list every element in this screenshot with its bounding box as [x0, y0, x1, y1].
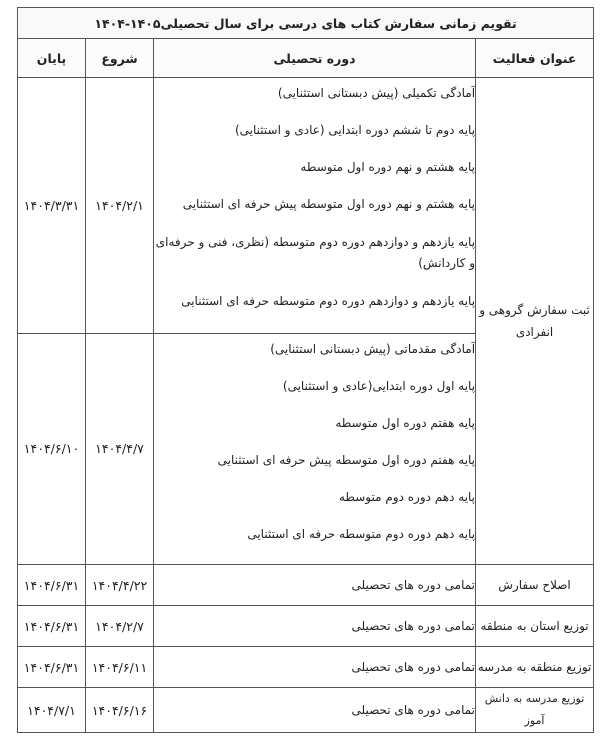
grade-item: پایه هفتم دوره اول متوسطه: [335, 415, 476, 430]
grade-item: پایه یازدهم و دوازدهم دوره دوم متوسطه حرفه ای استثنایی: [181, 294, 476, 308]
activity-label: توزیع مدرسه به دانش آموز: [476, 688, 594, 733]
grade-list-2: [154, 333, 476, 564]
schedule-sheet: [17, 7, 593, 747]
grade-item: پایه یازدهم و دوازدهم دوره دوم متوسطه (نظری، فنی و حرفه‌ای و کاردانش): [155, 235, 476, 270]
start-date: ۱۴۰۴/۶/۱۱: [86, 647, 154, 688]
start-date: ۱۴۰۴/۲/۱: [86, 78, 154, 334]
grade-item: پایه دهم دوره دوم متوسطه حرفه ای استثنایی: [247, 526, 476, 541]
grade-item: پایه دهم دوره دوم متوسطه: [338, 489, 476, 504]
start-date: ۱۴۰۴/۴/۷: [86, 333, 154, 564]
schedule-table: [17, 7, 594, 733]
activity-label: توزیع منطقه به مدرسه: [476, 647, 594, 688]
table-row: [18, 688, 594, 733]
start-date: ۱۴۰۴/۴/۲۲: [86, 565, 154, 606]
header-grade: دوره تحصیلی: [154, 39, 476, 78]
grade-label: تمامی دوره های تحصیلی: [154, 606, 476, 647]
grade-list-1: [154, 78, 476, 334]
table-row: [18, 606, 594, 647]
end-date: ۱۴۰۴/۶/۱۰: [18, 333, 86, 564]
end-date: ۱۴۰۴/۶/۳۱: [18, 606, 86, 647]
table-row: [18, 78, 594, 334]
table-row: [18, 647, 594, 688]
start-date: ۱۴۰۴/۶/۱۶: [86, 688, 154, 733]
end-date: ۱۴۰۴/۷/۱: [18, 688, 86, 733]
grade-label: تمامی دوره های تحصیلی: [154, 688, 476, 733]
grade-item: پایه دوم تا ششم دوره ابتدایی (عادی و استثنایی): [234, 123, 476, 137]
grade-item: پایه هشتم و نهم دوره اول متوسطه: [300, 160, 476, 174]
activity-label: اصلاح سفارش: [476, 565, 594, 606]
activity-label: توزیع استان به منطقه: [476, 606, 594, 647]
grade-item: آمادگی مقدماتی (پیش دبستانی استثنایی): [270, 341, 476, 356]
grade-item: آمادگی تکمیلی (پیش دبستانی استثنایی): [277, 86, 476, 100]
end-date: ۱۴۰۴/۳/۳۱: [18, 78, 86, 334]
grade-label: تمامی دوره های تحصیلی: [154, 647, 476, 688]
end-date: ۱۴۰۴/۶/۳۱: [18, 565, 86, 606]
header-start: شروع: [86, 39, 154, 78]
grade-item: پایه اول دوره ابتدایی(عادی و استثنایی): [282, 378, 476, 393]
table-title: تقویم زمانی سفارش کتاب های درسی برای سال تحصیلی۱۴۰۵-۱۴۰۴: [18, 8, 594, 39]
grade-item: پایه هشتم و نهم دوره اول متوسطه پیش حرفه ای استثنایی: [182, 197, 476, 211]
start-date: ۱۴۰۴/۲/۷: [86, 606, 154, 647]
header-end: پایان: [18, 39, 86, 78]
end-date: ۱۴۰۴/۶/۳۱: [18, 647, 86, 688]
header-activity: عنوان فعالیت: [476, 39, 594, 78]
table-row: [18, 565, 594, 606]
grade-label: تمامی دوره های تحصیلی: [154, 565, 476, 606]
grade-item: پایه هفتم دوره اول متوسطه پیش حرفه ای استثنایی: [217, 452, 476, 467]
activity-group-order: ثبت سفارش گروهی و انفرادی: [476, 78, 594, 565]
